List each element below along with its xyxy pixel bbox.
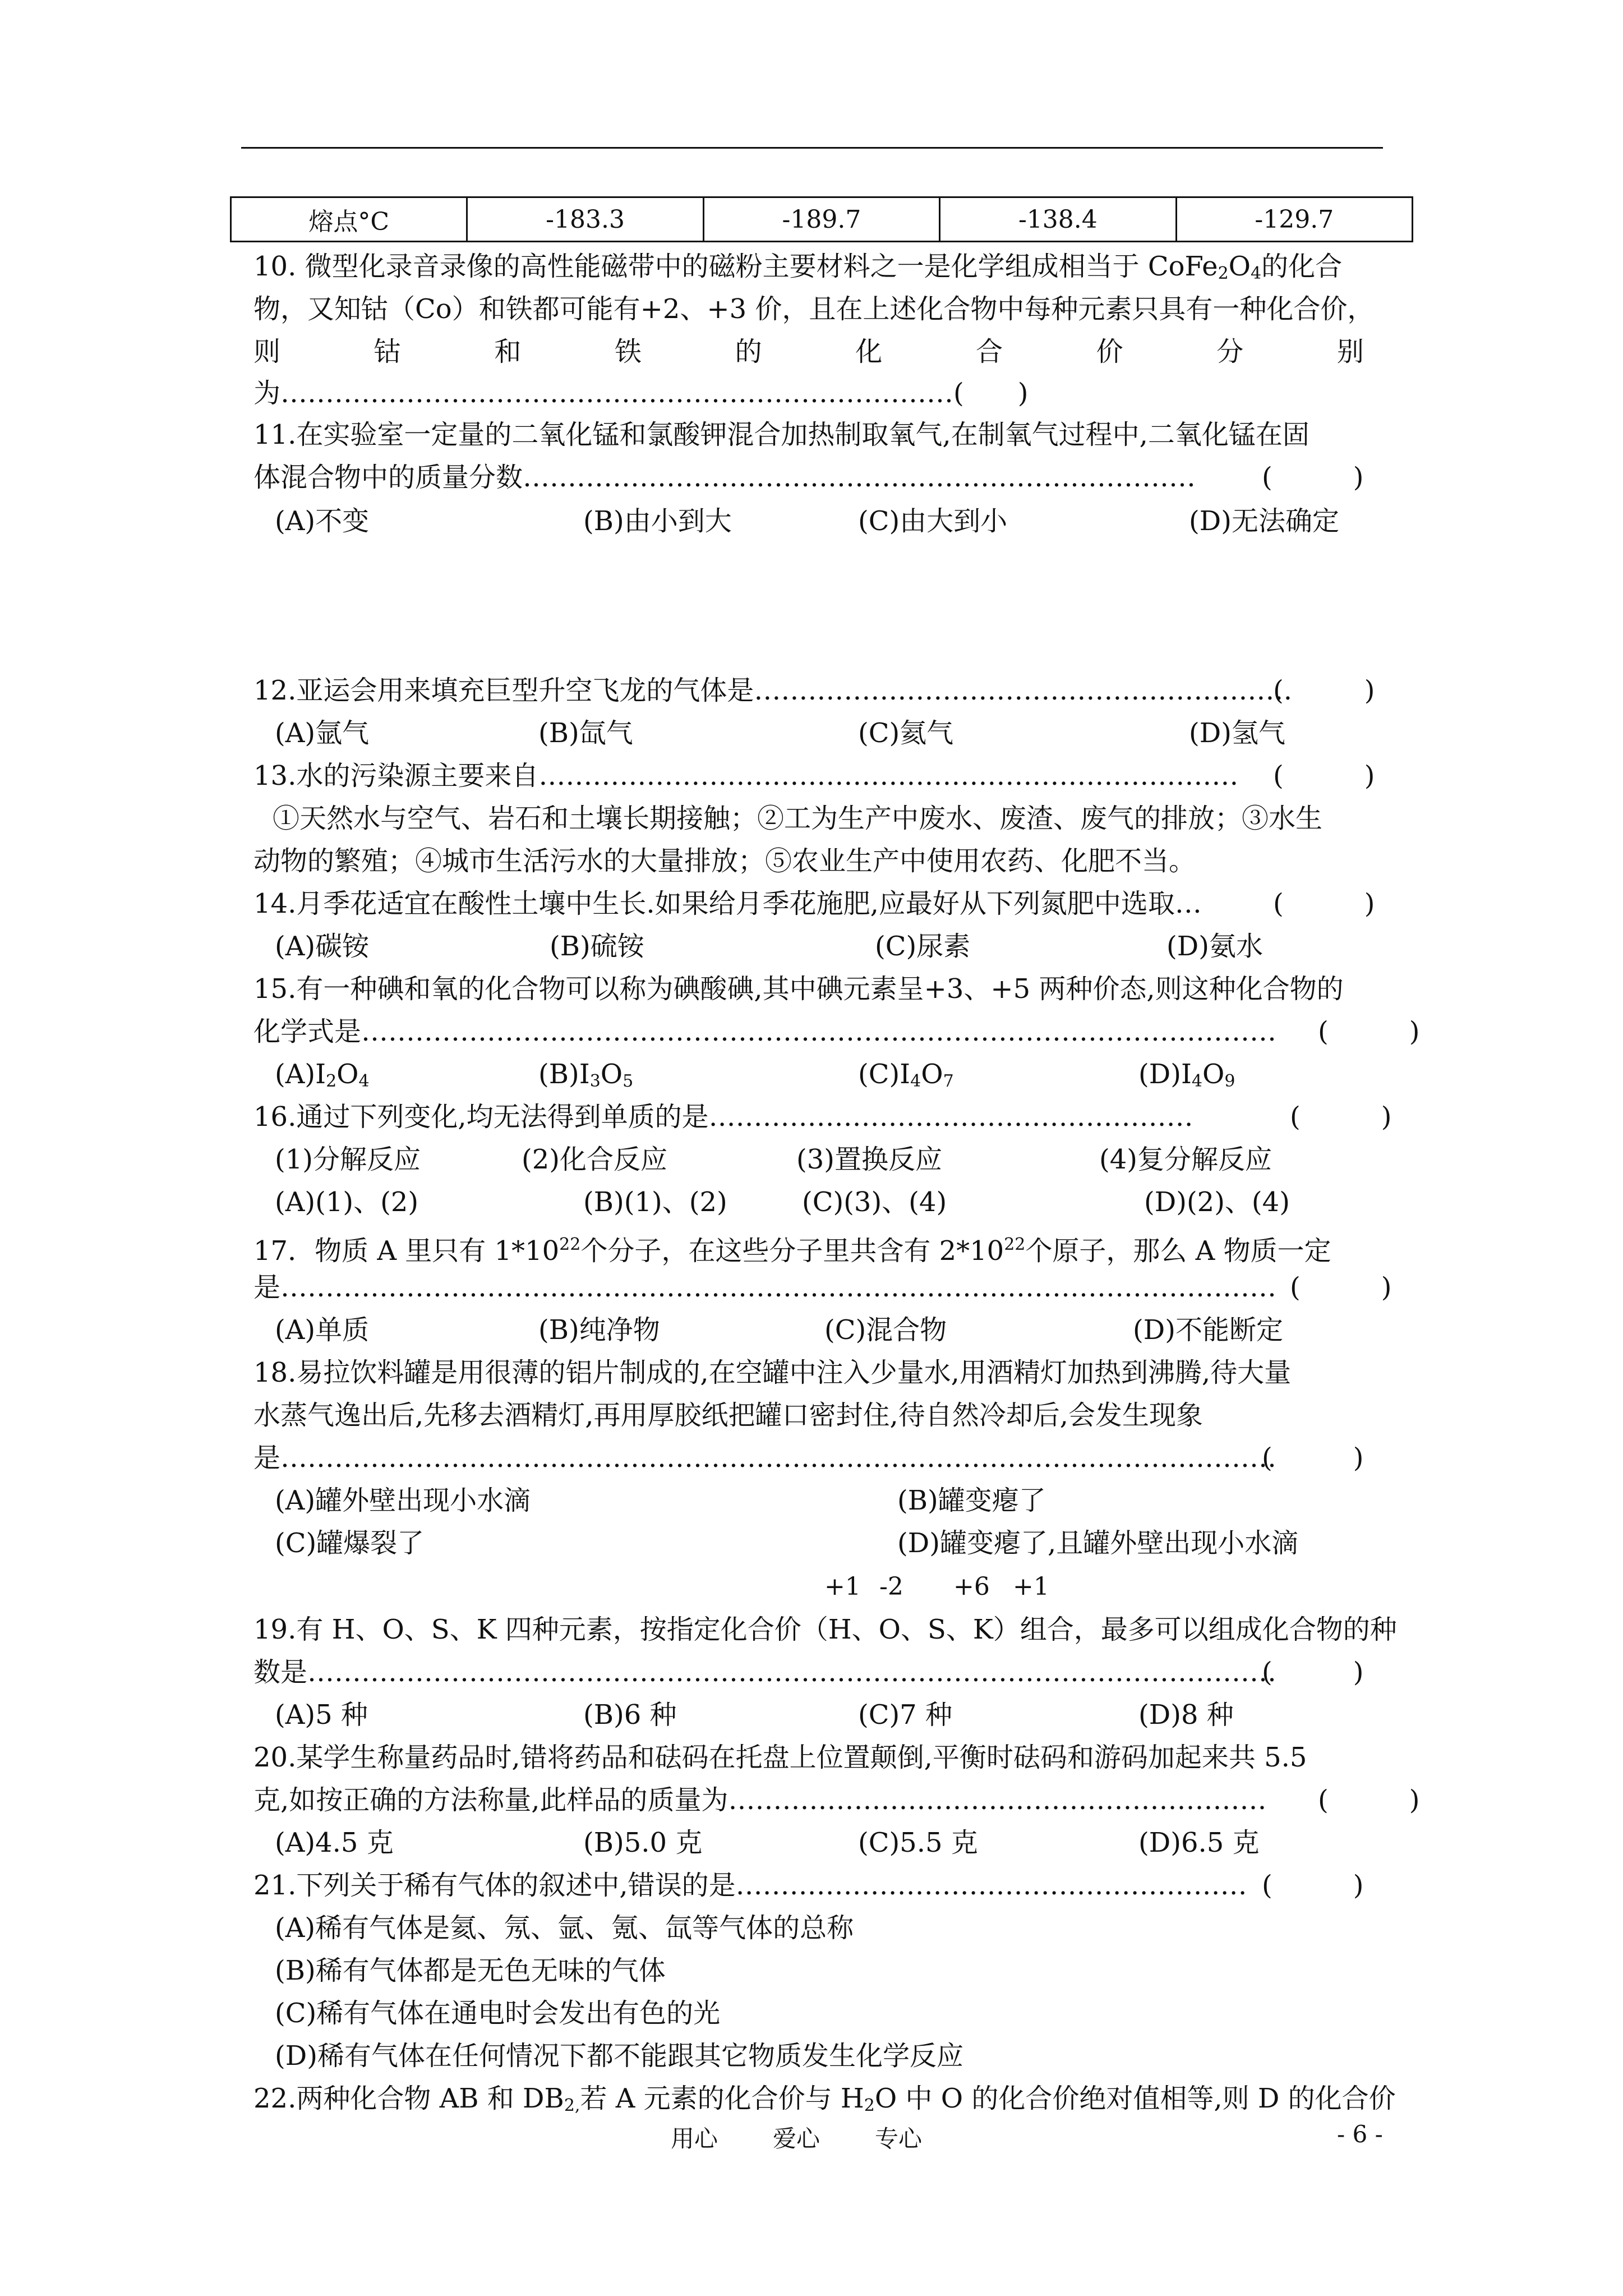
- table-cell: -138.4: [940, 197, 1176, 242]
- valence-h: +1: [824, 1572, 861, 1601]
- question-18-line-2: 水蒸气逸出后,先移去酒精灯,再用厚胶纸把罐口密封住,待自然冷却后,会发生现象: [253, 1400, 1204, 1431]
- option-d: (D)氢气: [1189, 717, 1285, 749]
- option-c: (C)稀有气体在通电时会发出有色的光: [275, 1998, 721, 2029]
- option-a: (A)碳铵: [275, 931, 370, 962]
- question-10-line-2: 物，又知钴（Co）和铁都可能有+2、+3 价，且在上述化合物中每种元素只具有一种化合价，: [253, 293, 1375, 325]
- question-11-line-1: 11.在实验室一定量的二氧化锰和氯酸钾混合加热制取氧气,在制氧气过程中,二氧化锰在固: [253, 419, 1310, 450]
- option-c: (C)7 种: [858, 1699, 952, 1731]
- answer-paren: ( ): [1318, 1016, 1420, 1047]
- reaction-type-1: (1)分解反应: [275, 1144, 421, 1175]
- option-b: (B)由小到大: [583, 505, 732, 537]
- option-a: (A)单质: [275, 1314, 370, 1346]
- option-d: (D)(2)、(4): [1144, 1186, 1290, 1218]
- option-b: (B)纯净物: [538, 1314, 660, 1346]
- question-16-line-1: 16.通过下列变化,均无法得到单质的是………………………………………………: [253, 1101, 1193, 1133]
- option-b: (B)(1)、(2): [583, 1186, 727, 1218]
- reaction-type-4: (4)复分解反应: [1099, 1144, 1272, 1175]
- answer-paren: ( ): [1262, 1657, 1364, 1688]
- option-d: $(D)I_4O_9$: [1138, 1059, 1235, 1091]
- question-11-line-2: 体混合物中的质量分数…………………………………………………………………: [253, 462, 1196, 493]
- option-b: (B)稀有气体都是无色无味的气体: [275, 1955, 666, 1986]
- footer-text-2: 爱心: [773, 2125, 820, 2152]
- question-17-line-2: 是…………………………………………………………………………………………………: [253, 1272, 1277, 1303]
- answer-paren: ( ): [1318, 1784, 1420, 1816]
- option-d: (D)稀有气体在任何情况下都不能跟其它物质发生化学反应: [275, 2040, 963, 2072]
- option-d: (D)罐变瘪了,且罐外壁出现小水滴: [897, 1527, 1299, 1559]
- option-c: (C)混合物: [824, 1314, 947, 1346]
- melting-point-table: [230, 196, 1413, 242]
- question-10-line-4: 为…………………………………………………………………( ): [253, 378, 1029, 409]
- option-d: (D)6.5 克: [1138, 1827, 1260, 1858]
- option-a: (A)(1)、(2): [275, 1186, 419, 1218]
- question-19-line-2: 数是………………………………………………………………………………………………: [253, 1657, 1277, 1688]
- reaction-type-3: (3)置换反应: [796, 1144, 942, 1175]
- option-a: (A)罐外壁出现小水滴: [275, 1485, 531, 1516]
- footer-text-3: 专心: [875, 2125, 923, 2152]
- option-c: (C)尿素: [875, 931, 971, 962]
- question-20-line-2: 克,如按正确的方法称量,此样品的质量为……………………………………………………: [253, 1784, 1267, 1816]
- option-a: (A)稀有气体是氦、氖、氩、氪、氙等气体的总称: [275, 1912, 854, 1944]
- question-17-line-1: 17．物质 A 里只有 $1*10^{22}$个分子，在这些分子里共含有 $2*10^{22}$个原子，那么 A 物质一定: [253, 1235, 1331, 1267]
- reaction-type-2: (2)化合反应: [522, 1144, 667, 1175]
- question-10-line-3: 则 钴 和 铁 的 化 合 价 分 别: [253, 336, 1364, 367]
- option-b: (B)罐变瘪了: [897, 1485, 1046, 1516]
- answer-paren: ( ): [1290, 1272, 1392, 1303]
- question-22-line-1: 22.两种化合物 AB 和 $DB_{2,}$若 A 元素的化合价与 $H_2O$ 中 O 的化合价绝对值相等,则 D 的化合价: [253, 2083, 1396, 2115]
- option-a: (A)不变: [275, 505, 370, 537]
- option-c: (C)罐爆裂了: [275, 1527, 425, 1559]
- option-d: (D)不能断定: [1133, 1314, 1283, 1346]
- option-b: (B)6 种: [583, 1699, 677, 1731]
- question-13-line-2: ①天然水与空气、岩石和土壤长期接触；②工为生产中废水、废渣、废气的排放；③水生: [273, 803, 1323, 834]
- option-a: (A)5 种: [275, 1699, 368, 1731]
- option-b: (B)氙气: [538, 717, 633, 749]
- question-14-line-1: 14.月季花适宜在酸性土壤中生长.如果给月季花施肥,应最好从下列氮肥中选取…: [253, 888, 1202, 919]
- option-a: $(A)I_2O_4$: [275, 1059, 370, 1091]
- table-cell: -183.3: [467, 197, 703, 242]
- option-d: (D)氨水: [1166, 931, 1263, 962]
- answer-paren: ( ): [1262, 462, 1364, 493]
- question-12-line-1: 12.亚运会用来填充巨型升空飞龙的气体是……………………………………………………: [253, 675, 1293, 706]
- question-13-line-1: 13.水的污染源主要来自……………………………………………………………………: [253, 760, 1239, 792]
- header-rule: [241, 147, 1383, 149]
- answer-paren: ( ): [1273, 888, 1375, 919]
- question-18-line-3: 是…………………………………………………………………………………………………: [253, 1442, 1277, 1474]
- option-c: (C)5.5 克: [858, 1827, 978, 1858]
- question-15-line-2: 化学式是…………………………………………………………………………………………: [253, 1016, 1277, 1047]
- option-d: (D)无法确定: [1189, 505, 1339, 537]
- question-13-line-3: 动物的繁殖；④城市生活污水的大量排放；⑤农业生产中使用农药、化肥不当。: [253, 845, 1196, 877]
- valence-k: +1: [1013, 1572, 1049, 1601]
- question-19-line-1: 19.有 H、O、S、K 四种元素，按指定化合价（H、O、S、K）组合，最多可以组成化合物的种: [253, 1614, 1397, 1645]
- question-21-line-1: 21.下列关于稀有气体的叙述中,错误的是…………………………………………………: [253, 1870, 1247, 1901]
- option-c: (C)由大到小: [858, 505, 1008, 537]
- answer-paren: ( ): [1273, 675, 1375, 706]
- answer-paren: ( ): [1273, 760, 1375, 792]
- table-cell: -129.7: [1176, 197, 1412, 242]
- table-cell: -189.7: [703, 197, 939, 242]
- answer-paren: ( ): [1262, 1870, 1364, 1901]
- option-a: (A)氩气: [275, 717, 370, 749]
- option-c: (C)(3)、(4): [802, 1186, 947, 1218]
- page-number: - 6 -: [1337, 2120, 1383, 2148]
- option-a: (A)4.5 克: [275, 1827, 394, 1858]
- answer-paren: ( ): [1262, 1442, 1364, 1474]
- option-b: (B)5.0 克: [583, 1827, 703, 1858]
- question-20-line-1: 20.某学生称量药品时,错将药品和砝码在托盘上位置颠倒,平衡时砝码和游码加起来共 5.5: [253, 1742, 1307, 1773]
- question-18-line-1: 18.易拉饮料罐是用很薄的铝片制成的,在空罐中注入少量水,用酒精灯加热到沸腾,待大量: [253, 1357, 1292, 1388]
- answer-paren: ( ): [1290, 1101, 1392, 1133]
- valence-o: -2: [879, 1572, 903, 1601]
- option-c: (C)氦气: [858, 717, 954, 749]
- footer-text-1: 用心: [671, 2125, 718, 2152]
- table-row: [231, 197, 1413, 242]
- option-b: $(B)I_3O_5$: [538, 1059, 634, 1091]
- option-c: $(C)I_4O_7$: [858, 1059, 954, 1091]
- table-cell-label: 熔点°C: [231, 197, 467, 242]
- question-10-line-1: 10. 微型化录音录像的高性能磁带中的磁粉主要材料之一是化学组成相当于 $CoFe_2O_4$的化合: [253, 251, 1343, 283]
- option-b: (B)硫铵: [550, 931, 644, 962]
- valence-s: +6: [953, 1572, 990, 1601]
- option-d: (D)8 种: [1138, 1699, 1234, 1731]
- question-15-line-1: 15.有一种碘和氧的化合物可以称为碘酸碘,其中碘元素呈+3、+5 两种价态,则这种化合物的: [253, 973, 1344, 1005]
